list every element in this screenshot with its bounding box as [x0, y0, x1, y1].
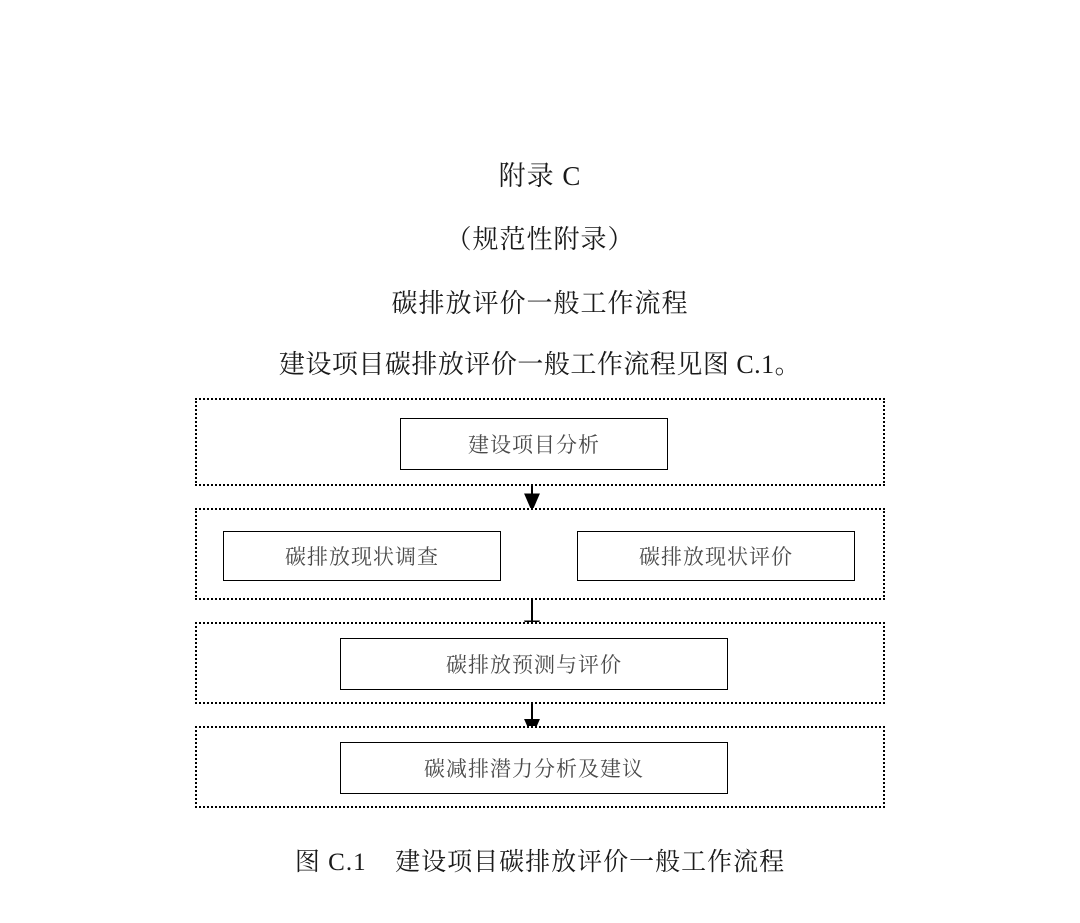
- flow-stage-2: [195, 508, 885, 600]
- appendix-label: 附录 C: [498, 161, 582, 191]
- figure-caption-number: 图 C.1: [294, 848, 367, 876]
- intro-paragraph: 建设项目碳排放评价一般工作流程见图 C.1。: [278, 349, 802, 379]
- node-碳排放现状评价[interactable]: 碳排放现状评价: [577, 531, 855, 581]
- node-碳排放预测与评价[interactable]: 碳排放预测与评价: [340, 638, 728, 690]
- flow-stage-1: [195, 398, 885, 486]
- section-title: 碳排放评价一般工作流程: [391, 288, 689, 318]
- flow-diagram: [195, 398, 885, 808]
- flow-stage-4: [195, 726, 885, 808]
- normative-label: （规范性附录）: [445, 225, 635, 255]
- figure-caption-text: 建设项目碳排放评价一般工作流程: [395, 848, 786, 876]
- node-碳减排潜力分析及建议[interactable]: 碳减排潜力分析及建议: [340, 742, 728, 794]
- flow-stage-3: [195, 622, 885, 704]
- node-建设项目分析[interactable]: 建设项目分析: [400, 418, 668, 470]
- heading-block: [0, 0, 1080, 380]
- figure-caption: [0, 842, 1080, 878]
- node-碳排放现状调查[interactable]: 碳排放现状调查: [223, 531, 501, 581]
